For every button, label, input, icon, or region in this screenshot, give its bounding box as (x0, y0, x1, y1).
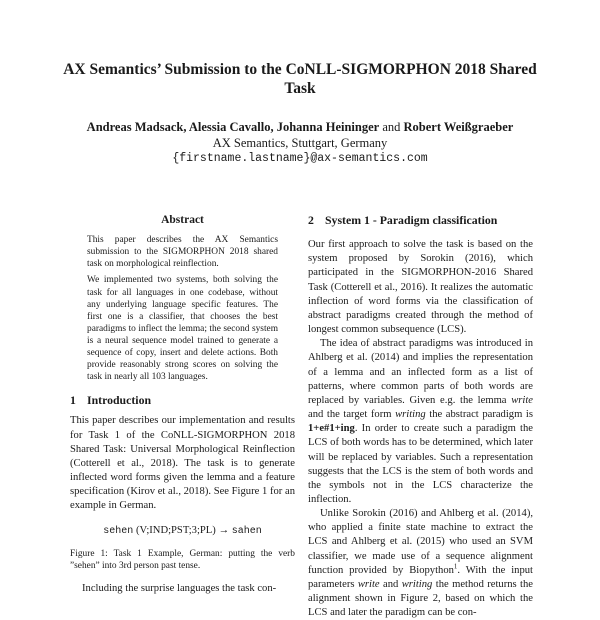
example-form: sahen (231, 525, 262, 537)
paradigm-example: 1+e#1+ing (308, 423, 355, 435)
example-features: (V;IND;PST;3;PL) (135, 524, 216, 536)
example-lemma: sehen (103, 525, 134, 537)
author-names (40, 120, 560, 136)
section-2-heading (308, 213, 533, 227)
author-block (40, 120, 560, 167)
footnote-marker: 1 (453, 562, 458, 571)
section-1-heading (70, 393, 295, 407)
abstract-paragraph-1: This paper describes the AX Semantics submission to the SIGMORPHON 2018 shared task on morphological reinflection. (87, 235, 278, 270)
right-column (308, 213, 533, 620)
left-column (70, 213, 295, 596)
abstract-paragraph-2: We implemented two systems, both solving the task for all languages in one codebase, without any underlying language specific features. The first one is a classifier, that chooses the best paradigms to inflect the lemma; the second system is a neural sequence model trained to generate a sequence of copy, insert and delete actions. Both provide reasonably strong scores on solving the task in nearly all 103 languages. (87, 275, 278, 383)
target-writing: writing (395, 409, 426, 421)
arrow-icon: → (218, 524, 230, 536)
section-1-title: Introduction (87, 393, 152, 408)
abstract (87, 234, 278, 383)
figure-1-caption: Figure 1: Task 1 Example, German: putting the verb ”sehen” into 3rd person past tense. (70, 548, 295, 571)
section-2-paragraph-1: Our first approach to solve the task is based on the system proposed by Sorokin (2016), which participated in the SIGMORPHON-2016 Shared Task (Cotterell et al., 2016). It realizes the automatic inflection of word forms via the classification of abstract paradigms created through the method of longest common subsequence (LCS). (308, 239, 533, 336)
email: {firstname.lastname}@ax-semantics.com (172, 152, 428, 165)
section-2-paragraph-2: The idea of abstract paradigms was introduced in Ahlberg et al. (2014) and implies the representation of a lemma and an inflected form as a list of patterns, where common parts of both words are replaced by variables. Given e.g. the lemma write and the target form writing the abstract paradigm is 1+e#1+ing. In order to create such a paradigm the LCS of both words has to be determined, which later will be replaced by variables. Such a representation suggests that the LCS is the stem of both words and the symbols not in the LCS characterize the inflection. (308, 338, 533, 505)
lemma-write: write (511, 394, 533, 406)
author-list: Andreas Madsack, Alessia Cavallo, Johanna Heininger (86, 120, 380, 134)
author-and: and (382, 120, 401, 134)
section-1-number: 1 (70, 393, 76, 408)
section-2-paragraph-3: Unlike Sorokin (2016) and Ahlberg et al. (2014), who applied a finite state machine to extract the LCS and Ahlberg et al. (2015) who used an SVM classifier, we made use of a sequence alignment function provided by Biopython$^1$. With the input parameters write and writing the method returns the alignment shown in Figure 2, based on which the LCS and later the paradigm can be con- (308, 508, 534, 619)
paper-title: AX Semantics’ Submission to the CoNLL-SIGMORPHON 2018 Shared Task (63, 61, 537, 97)
intro-paragraph-2: Including the surprise languages the task con- (82, 583, 277, 595)
abstract-heading: Abstract (161, 214, 204, 226)
figure-1-example (70, 524, 295, 539)
affiliation: AX Semantics, Stuttgart, Germany (212, 135, 388, 150)
section-2-number: 2 (308, 213, 314, 227)
author-last: Robert Weißgraeber (403, 120, 514, 134)
section-2-title: System 1 - Paradigm classification (325, 213, 498, 227)
intro-paragraph-1: This paper describes our implementation and results for Task 1 of the CoNLL-SIGMORPHON 2018 Shared Task: Universal Morphological Reinflection (Cotterell et al., 2018). The task is to generate inflected word forms given the lemma and a feature specification (Kirov et al., 2018). See Figure 1 for an example in German. (70, 415, 295, 512)
